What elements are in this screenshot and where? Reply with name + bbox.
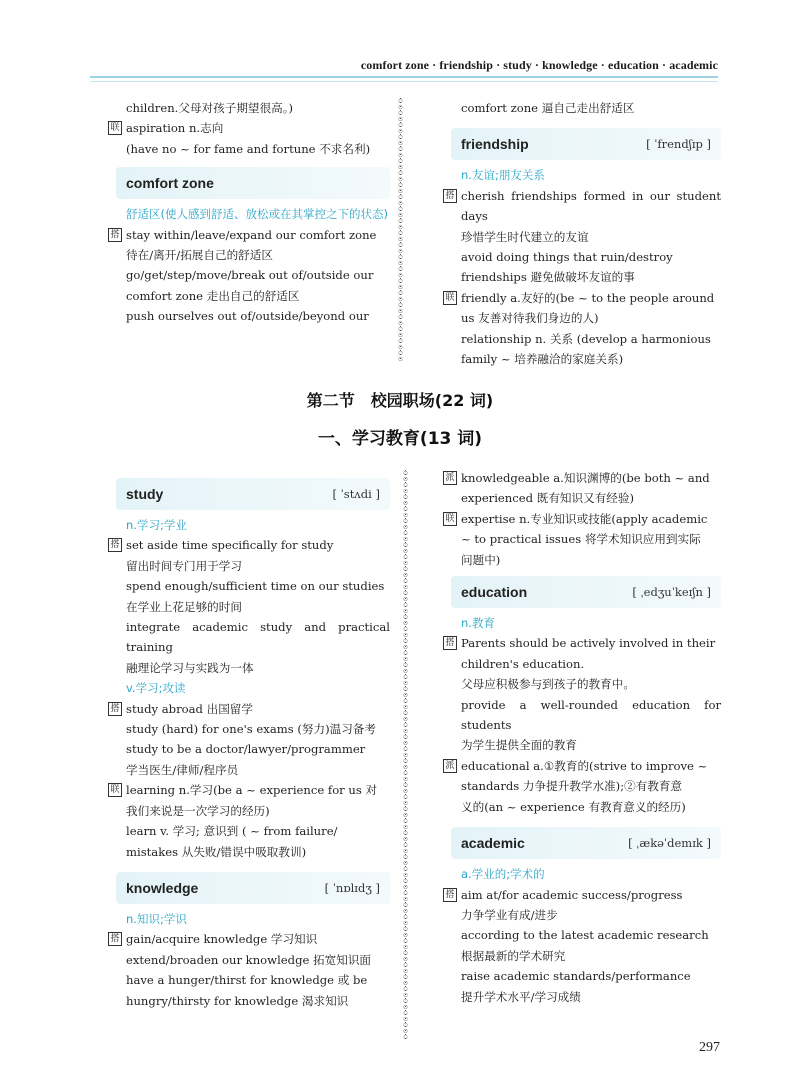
entry-text: 提升学术水平/学习成绩 <box>461 989 581 1004</box>
entry-text: study abroad 出国留学 <box>126 701 253 716</box>
entry-text: 为学生提供全面的教育 <box>461 738 577 753</box>
entry-line <box>443 797 721 817</box>
phonetic: [ ˈfrendʃɪp ] <box>646 137 711 152</box>
entry-text: avoid doing things that ruin/destroy <box>461 250 673 265</box>
entry-line <box>443 550 721 570</box>
entry-text: comfort zone 逼自己走出舒适区 <box>461 101 635 115</box>
entry-line <box>108 306 390 326</box>
entry-line <box>443 227 721 247</box>
entry-line <box>443 674 721 694</box>
part-of-speech: n.学习;学业 <box>126 518 187 532</box>
usage-tag-icon: 搭 <box>108 932 122 946</box>
entry-text: mistakes 从失败/错误中吸取教训) <box>126 844 307 859</box>
entry-line <box>443 695 721 736</box>
phonetic: [ ˈnɒlɪdʒ ] <box>324 880 380 895</box>
entry-line <box>108 535 390 555</box>
entry-text: have a hunger/thirst for knowledge 或 be <box>126 973 368 988</box>
entry-line <box>108 139 390 159</box>
entry-header-education <box>451 576 721 608</box>
entry-text: educational a.①教育的(strive to improve ~ <box>461 758 708 773</box>
entry-line <box>108 801 390 821</box>
bottom-right-column <box>443 468 721 1007</box>
entry-text: hungry/thirsty for knowledge 渴求知识 <box>126 993 349 1008</box>
entry-line <box>108 286 390 306</box>
running-header: comfort zone · friendship · study · knowledge · education · academic <box>360 58 718 72</box>
entry-text: 待在/离开/拓展自己的舒适区 <box>126 248 273 263</box>
entry-line <box>108 760 390 780</box>
bottom-left-column <box>108 478 390 1011</box>
entry-text: Parents should be actively involved in their <box>461 636 716 651</box>
entry-text: 我们来说是一次学习的经历) <box>126 803 270 818</box>
entry-text: raise academic standards/performance <box>461 969 691 984</box>
entry-text: friendly a.友好的(be ~ to the people around <box>461 290 715 305</box>
usage-tag-icon: 派 <box>443 759 457 773</box>
entry-line <box>108 699 390 719</box>
part-of-speech: v.学习;攻读 <box>126 681 186 696</box>
entry-line <box>443 756 721 776</box>
headword: education <box>461 583 528 600</box>
entry-line <box>108 617 390 658</box>
section-subtitle: 一、学习教育(13 词) <box>317 429 483 449</box>
column-divider <box>401 470 411 1040</box>
page-number: 297 <box>699 1040 720 1055</box>
entry-line <box>443 349 721 369</box>
entry-text: according to the latest academic research <box>461 928 709 943</box>
entry-text: integrate academic study and practical training <box>126 620 390 655</box>
entry-line <box>108 597 390 617</box>
entry-text: 学当医生/律师/程序员 <box>126 762 239 777</box>
headword: comfort zone <box>126 175 214 192</box>
part-of-speech: a.学业的;学术的 <box>461 867 545 882</box>
entry-text: (have no ~ for fame and fortune 不求名利) <box>126 141 371 156</box>
entry-header-academic <box>451 827 721 859</box>
usage-tag-icon: 联 <box>108 783 122 797</box>
entry-line <box>108 225 390 245</box>
entry-text: expertise n.专业知识或技能(apply academic <box>461 511 708 526</box>
entry-line <box>108 842 390 862</box>
entry-line <box>108 658 390 678</box>
entry-line <box>443 987 721 1007</box>
entry-line <box>108 719 390 739</box>
usage-tag-icon: 搭 <box>443 888 457 902</box>
entry-text: aspiration n.志向 <box>126 121 224 136</box>
entry-line <box>108 265 390 285</box>
entry-line <box>108 821 390 841</box>
entry-line <box>443 905 721 925</box>
entry-line <box>108 576 390 596</box>
entry-line <box>443 529 721 549</box>
headword: friendship <box>461 136 529 153</box>
column-divider <box>396 98 406 362</box>
entry-line <box>443 966 721 986</box>
entry-line <box>443 735 721 755</box>
entry-text: standards 力争提升教学水准);②有教育意 <box>461 779 683 794</box>
phonetic: [ ˌedʒuˈkeɪʃn ] <box>632 584 711 599</box>
entry-text: set aside time specifically for study <box>126 538 334 553</box>
headword: academic <box>461 834 525 851</box>
entry-line <box>443 247 721 267</box>
header-rule <box>90 76 718 82</box>
entry-line <box>443 308 721 328</box>
entry-line <box>443 776 721 796</box>
entry-text: learn v. 学习; 意识到 ( ~ from failure/ <box>126 824 338 839</box>
entry-line <box>108 929 390 949</box>
entry-text: family ~ 培养融洽的家庭关系) <box>461 352 624 367</box>
entry-line <box>443 329 721 349</box>
entry-text: learning n.学习(be a ~ experience for us 对 <box>126 783 378 798</box>
entry-text: stay within/leave/expand our comfort zone <box>126 227 377 242</box>
entry-line <box>108 950 390 970</box>
entry-text: knowledgeable a.知识渊博的(be both ~ and <box>461 471 710 485</box>
entry-text: 珍惜学生时代建立的友谊 <box>461 229 589 244</box>
entry-text: push ourselves out of/outside/beyond our <box>126 309 369 324</box>
headword: study <box>126 485 164 502</box>
entry-line <box>108 118 390 138</box>
top-right-column <box>443 98 721 369</box>
part-of-speech: n.教育 <box>461 616 495 631</box>
entry-header-comfort-zone <box>116 167 390 199</box>
entry-line <box>443 509 721 529</box>
entry-line <box>443 488 721 508</box>
entry-text: experienced 既有知识又有经验) <box>461 491 634 506</box>
entry-text: study (hard) for one's exams (努力)温习备考 <box>126 722 376 737</box>
entry-text: 问题中) <box>461 552 501 567</box>
entry-header-friendship <box>451 128 721 160</box>
usage-tag-icon: 联 <box>443 512 457 526</box>
entry-text: gain/acquire knowledge 学习知识 <box>126 932 318 947</box>
phonetic: [ ˈstʌdi ] <box>332 486 380 501</box>
usage-tag-icon: 搭 <box>108 228 122 242</box>
entry-line <box>443 925 721 945</box>
entry-line <box>443 186 721 227</box>
entry-text: ~ to practical issues 将学术知识应用到实际 <box>461 532 701 547</box>
entry-header-knowledge <box>116 872 390 904</box>
entry-text: comfort zone 走出自己的舒适区 <box>126 288 300 303</box>
entry-line <box>443 654 721 674</box>
section-title: 第二节 校园职场(22 词) <box>306 391 494 410</box>
entry-header-study <box>116 478 390 510</box>
usage-tag-icon: 联 <box>108 121 122 135</box>
usage-tag-icon: 搭 <box>443 636 457 650</box>
entry-text: extend/broaden our knowledge 拓宽知识面 <box>126 952 372 967</box>
top-left-column <box>108 98 390 327</box>
entry-text: 根据最新的学术研究 <box>461 948 566 963</box>
entry-text: spend enough/sufficient time on our studies <box>126 579 385 594</box>
entry-line <box>108 556 390 576</box>
entry-line <box>443 468 721 488</box>
entry-text: 义的(an ~ experience 有教育意义的经历) <box>461 799 686 814</box>
entry-text: children.父母对孩子期望很高。) <box>126 101 294 115</box>
entry-line <box>443 633 721 653</box>
entry-text: 父母应积极参与到孩子的教育中。 <box>461 677 635 692</box>
entry-text: 力争学业有成/进步 <box>461 907 558 922</box>
entry-line <box>443 98 721 118</box>
usage-tag-icon: 搭 <box>108 538 122 552</box>
entry-line <box>443 946 721 966</box>
entry-line <box>443 885 721 905</box>
usage-tag-icon: 派 <box>443 471 457 485</box>
entry-line <box>108 970 390 990</box>
entry-line <box>108 739 390 759</box>
entry-text: 留出时间专门用于学习 <box>126 558 242 573</box>
part-of-speech: 舒适区(使人感到舒适、放松或在其掌控之下的状态) <box>126 207 388 222</box>
entry-line <box>443 267 721 287</box>
entry-line <box>108 98 390 118</box>
entry-text: children's education. <box>461 656 585 671</box>
entry-text: us 友善对待我们身边的人) <box>461 311 599 326</box>
entry-line <box>443 288 721 308</box>
phonetic: [ ˌækəˈdemɪk ] <box>628 835 711 850</box>
usage-tag-icon: 搭 <box>443 189 457 203</box>
part-of-speech: n.知识;学识 <box>126 911 187 926</box>
entry-text: 融理论学习与实践为一体 <box>126 660 254 675</box>
entry-text: cherish friendships formed in our student days <box>461 188 721 224</box>
headword: knowledge <box>126 879 199 896</box>
entry-text: go/get/step/move/break out of/outside our <box>126 268 374 283</box>
entry-text: aim at/for academic success/progress <box>461 887 683 902</box>
entry-line <box>108 780 390 800</box>
usage-tag-icon: 搭 <box>108 702 122 716</box>
usage-tag-icon: 联 <box>443 291 457 305</box>
entry-text: provide a well-rounded education for students <box>461 697 721 733</box>
entry-text: relationship n. 关系 (develop a harmonious <box>461 331 711 346</box>
entry-text: friendships 避免做破坏友谊的事 <box>461 270 635 285</box>
entry-line <box>108 245 390 265</box>
entry-line <box>108 991 390 1011</box>
entry-text: study to be a doctor/lawyer/programmer <box>126 742 366 757</box>
part-of-speech: n.友谊;朋友关系 <box>461 168 545 183</box>
entry-text: 在学业上花足够的时间 <box>126 599 242 614</box>
